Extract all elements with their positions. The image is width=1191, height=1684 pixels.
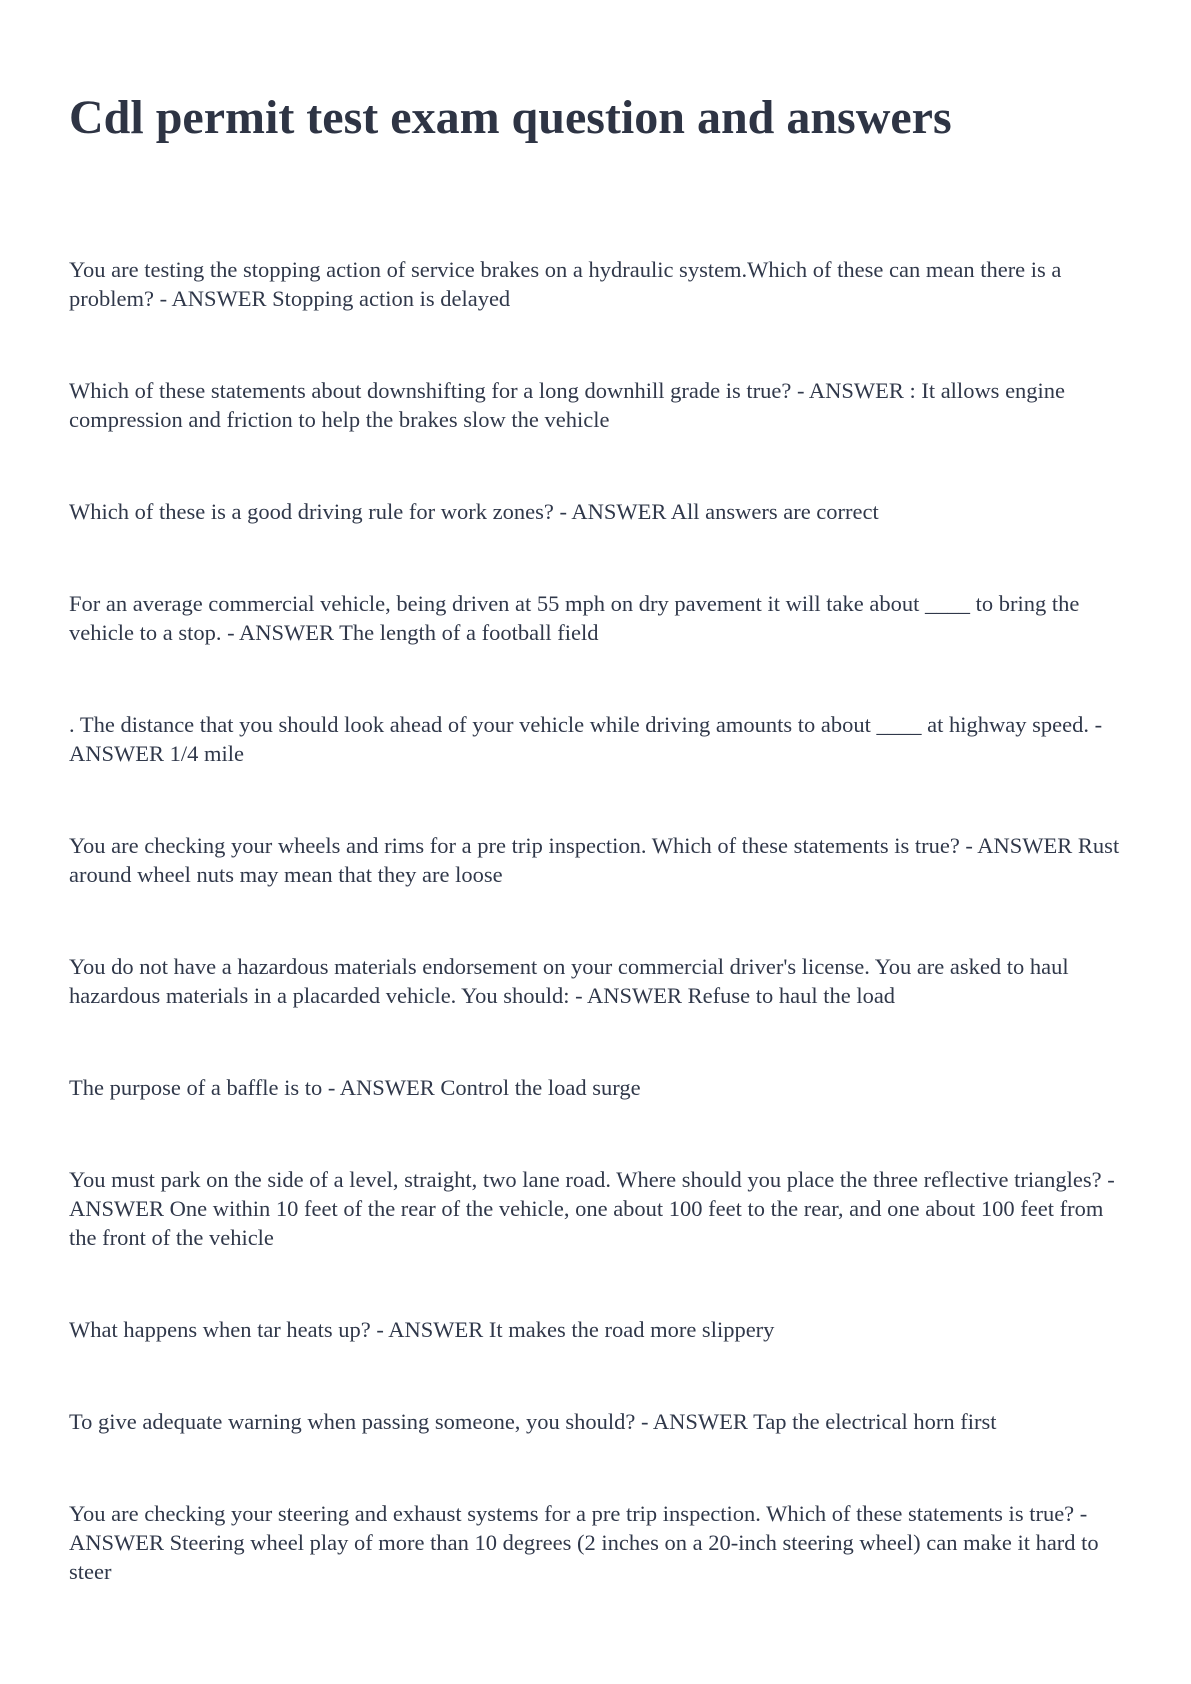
qa-item-8: The purpose of a baffle is to - ANSWER Control the load surge [69, 1075, 641, 1100]
qa-item-10: What happens when tar heats up? - ANSWER It makes the road more slippery [69, 1317, 775, 1342]
qa-item-2: Which of these statements about downshifting for a long downhill grade is true? - ANSWER : It allows engine compression and friction to help the brakes slow the vehicle [69, 378, 1066, 432]
page-title: Cdl permit test exam question and answers [69, 91, 952, 144]
qa-item-7: You do not have a hazardous materials endorsement on your commercial driver's license. You are asked to haul hazardous materials in a placarded vehicle. You should: - ANSWER Refuse to haul the load [69, 954, 1069, 1008]
qa-item-1: You are testing the stopping action of service brakes on a hydraulic system.Which of these can mean there is a problem? - ANSWER Stopping action is delayed [69, 257, 1062, 311]
qa-item-6: You are checking your wheels and rims for a pre trip inspection. Which of these statements is true? - ANSWER Rust around wheel nuts may mean that they are loose [69, 833, 1120, 887]
qa-item-12: You are checking your steering and exhaust systems for a pre trip inspection. Which of these statements is true? - ANSWER Steering wheel play of more than 10 degrees (2 inches on a 20-inch steering wheel) can make it hard to steer [69, 1501, 1099, 1584]
qa-item-9: You must park on the side of a level, straight, two lane road. Where should you place the three reflective triangles? - ANSWER One within 10 feet of the rear of the vehicle, one about 100 feet to the rear, and one about 100 feet from the front of the vehicle [69, 1167, 1115, 1250]
qa-item-11: To give adequate warning when passing someone, you should? - ANSWER Tap the electrical horn first [69, 1409, 997, 1434]
qa-item-3: Which of these is a good driving rule for work zones? - ANSWER All answers are correct [69, 499, 879, 524]
qa-item-5: . The distance that you should look ahead of your vehicle while driving amounts to about ____ at highway speed. - ANSWER 1/4 mile [69, 712, 1103, 766]
qa-item-4: For an average commercial vehicle, being driven at 55 mph on dry pavement it will take about ____ to bring the vehicle to a stop. - ANSWER The length of a football field [69, 591, 1080, 645]
